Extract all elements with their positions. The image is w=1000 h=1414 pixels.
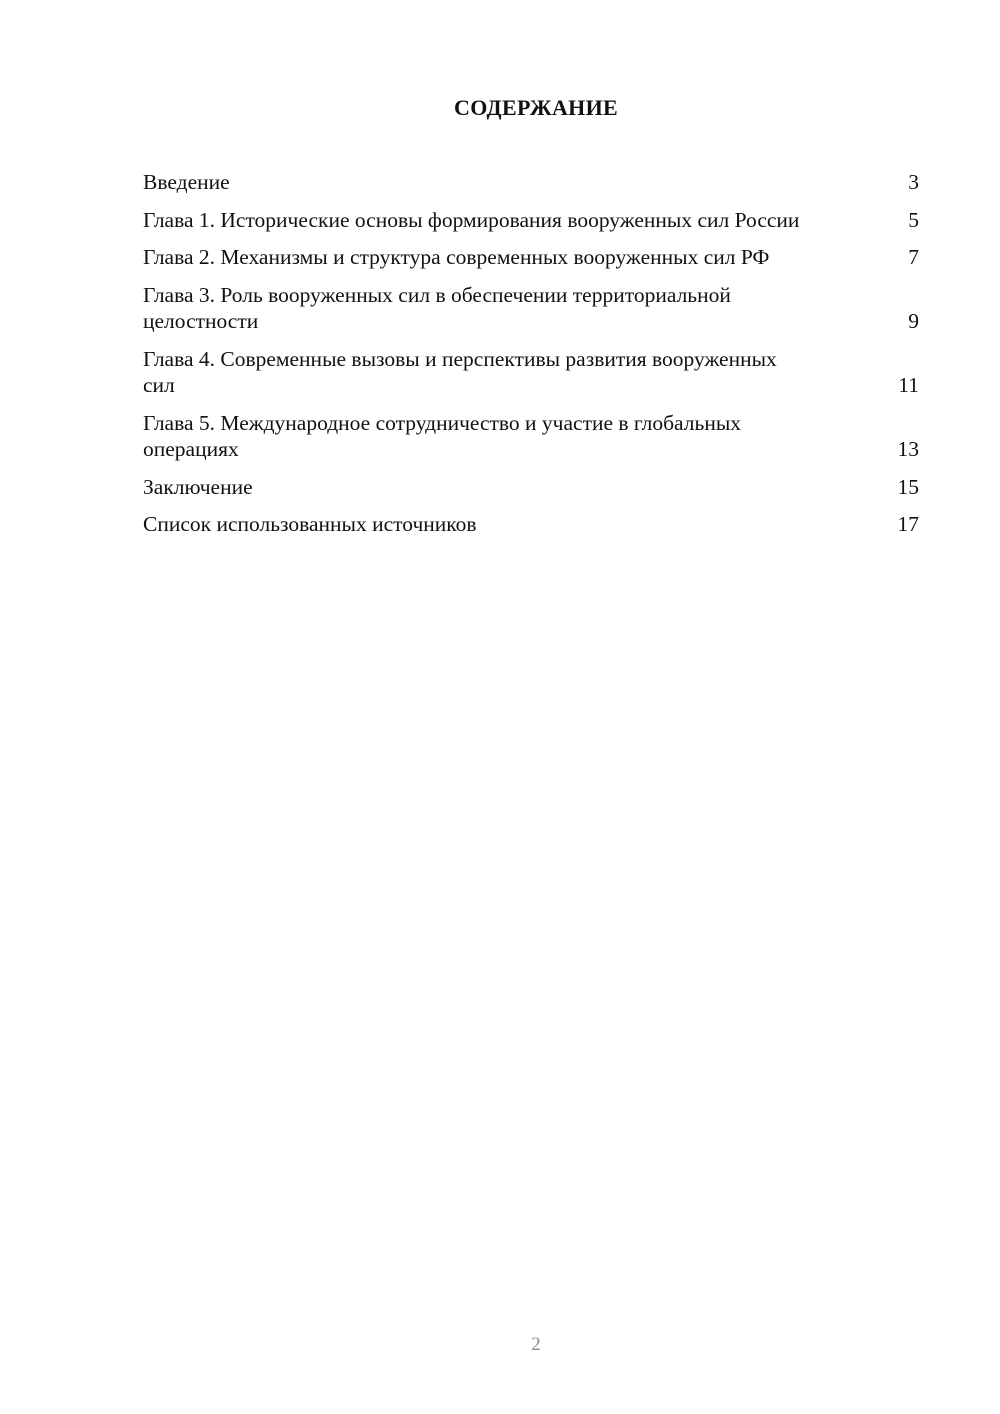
toc-entry-page: 7 — [908, 245, 919, 269]
toc-entry-text: Глава 2. Механизмы и структура современных вооруженных сил РФ — [143, 245, 770, 269]
toc-entry-page: 17 — [897, 512, 919, 536]
toc-entry-chapter-3 — [143, 282, 919, 335]
toc-entry-text: Глава 3. Роль вооруженных сил в обеспечении территориальной целостности — [143, 282, 731, 333]
table-of-contents — [143, 169, 919, 549]
toc-entry-page: 5 — [908, 207, 919, 232]
toc-entry-page: 9 — [908, 309, 919, 333]
toc-entry-chapter-5 — [143, 410, 919, 463]
page-title: СОДЕРЖАНИЕ — [454, 95, 618, 120]
toc-entry-page: 3 — [908, 170, 919, 194]
toc-entry-page: 11 — [898, 373, 919, 397]
page-number: 2 — [531, 1334, 541, 1355]
toc-entry-text: Введение — [143, 170, 230, 194]
toc-entry-introduction — [143, 169, 919, 196]
toc-entry-text: Глава 4. Современные вызовы и перспективы развития вооруженных сил — [143, 346, 777, 397]
toc-entry-chapter-2 — [143, 244, 919, 271]
toc-entry-references — [143, 511, 919, 538]
toc-entry-chapter-1 — [143, 207, 919, 234]
toc-entry-text: Глава 1. Исторические основы формирования вооруженных сил России — [143, 207, 800, 232]
toc-entry-text: Глава 5. Международное сотрудничество и участие в глобальных операциях — [143, 410, 742, 461]
toc-entry-chapter-4 — [143, 346, 919, 399]
toc-entry-text: Список использованных источников — [143, 512, 477, 536]
toc-entry-conclusion — [143, 474, 919, 501]
toc-entry-text: Заключение — [143, 474, 253, 499]
toc-entry-page: 15 — [897, 474, 919, 499]
toc-entry-page: 13 — [897, 437, 919, 461]
